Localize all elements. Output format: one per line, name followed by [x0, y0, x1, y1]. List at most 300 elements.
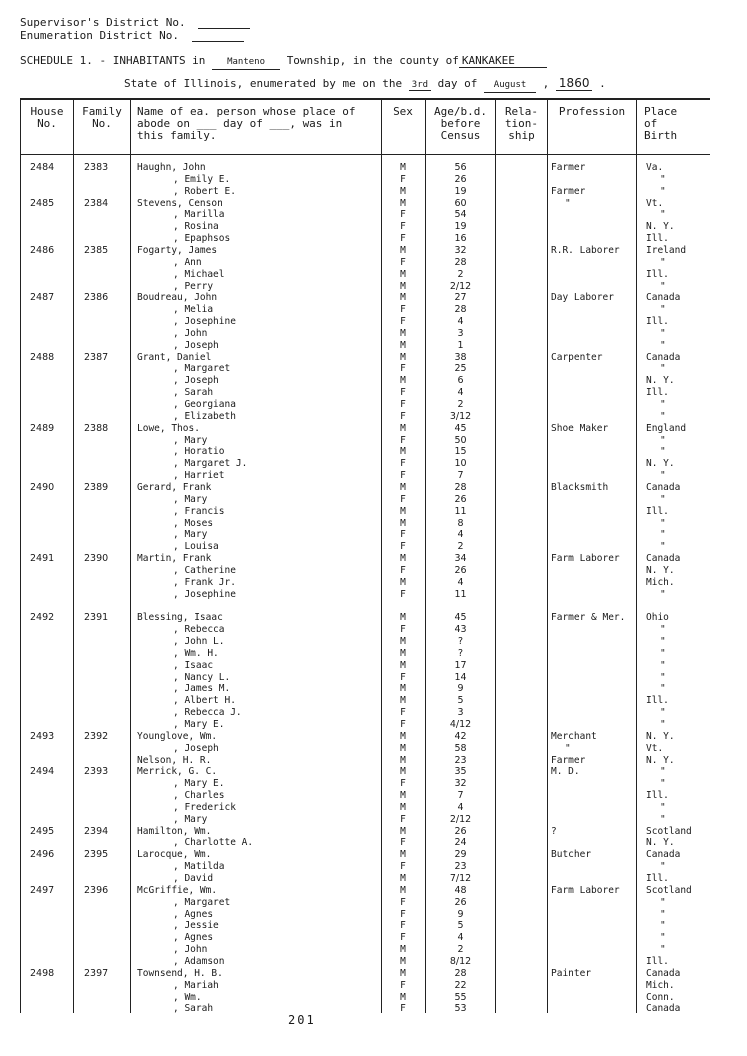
person-sex: M — [400, 280, 406, 292]
house-number: 2495 — [30, 825, 55, 837]
person-birthplace: " — [660, 896, 666, 908]
person-name: , Frederick — [173, 801, 236, 813]
person-age: 2 — [457, 399, 464, 410]
person-sex: M — [400, 884, 406, 896]
person-sex: F — [400, 861, 406, 873]
col-header-relationship: Rela- tion- ship — [504, 105, 539, 142]
person-sex: F — [400, 209, 406, 221]
person-age: 53 — [454, 1003, 467, 1015]
person-name: , David — [173, 873, 214, 884]
person-profession: Farmer — [551, 754, 586, 766]
person-age: 45 — [454, 612, 467, 624]
person-age: 19 — [454, 185, 467, 197]
person-name: McGriffie, Wm. — [137, 884, 218, 896]
person-name: , Marilla — [173, 209, 225, 221]
person-age: 60 — [454, 197, 467, 209]
person-profession: Painter — [551, 967, 592, 979]
person-birthplace: " — [660, 944, 666, 956]
county-name: KANKAKEE — [459, 54, 547, 68]
person-age: 4/12 — [449, 718, 472, 730]
person-name: , Josephine — [173, 588, 236, 600]
person-birthplace: Scotland — [646, 825, 692, 837]
township-name: Manteno — [212, 56, 280, 70]
person-birthplace: Conn. — [646, 991, 675, 1003]
person-sex: F — [400, 624, 406, 636]
person-birthplace: Mich. — [646, 576, 675, 588]
family-number: 2386 — [84, 292, 109, 304]
person-birthplace: " — [660, 932, 666, 944]
person-age: 5 — [457, 695, 464, 707]
person-name: Lowe, Thos. — [137, 422, 200, 434]
family-number: 2384 — [84, 197, 109, 209]
person-sex: F — [400, 363, 406, 375]
person-sex: F — [400, 458, 406, 470]
person-sex: M — [400, 375, 406, 387]
person-name: , John — [173, 944, 208, 956]
person-profession: M. D. — [551, 766, 580, 778]
person-name: , Isaac — [173, 659, 214, 671]
person-birthplace: " — [660, 363, 666, 375]
person-profession: Blacksmith — [551, 481, 609, 493]
person-sex: M — [400, 517, 406, 529]
month-comma: , — [542, 77, 550, 90]
person-name: , Charlotte A. — [173, 837, 254, 849]
person-sex: M — [400, 197, 406, 209]
person-name: Nelson, H. R. — [137, 754, 212, 766]
person-birthplace: N. Y. — [646, 375, 675, 387]
person-name: , John — [173, 327, 208, 339]
person-profession: Day Laborer — [551, 292, 614, 304]
person-age: 42 — [454, 730, 467, 742]
person-sex: M — [400, 162, 406, 173]
person-sex: M — [400, 742, 406, 754]
person-age: 28 — [454, 481, 467, 493]
person-birthplace: England — [646, 422, 687, 434]
person-sex: M — [400, 446, 406, 458]
person-birthplace: Ill. — [646, 505, 669, 517]
person-birthplace: " — [660, 493, 666, 505]
person-name: , Matilda — [173, 861, 225, 873]
person-name: Blessing, Isaac — [137, 612, 223, 624]
person-age: 50 — [454, 434, 467, 446]
person-birthplace: " — [660, 707, 666, 719]
person-sex: M — [400, 553, 406, 565]
person-name: Hamilton, Wm. — [137, 825, 212, 837]
header-rule — [20, 154, 710, 155]
person-sex: M — [400, 292, 406, 304]
person-sex: F — [400, 434, 406, 446]
person-birthplace: Scotland — [646, 884, 692, 896]
person-birthplace: N. Y. — [646, 564, 675, 576]
person-age: 2 — [457, 944, 464, 956]
person-name: , Agnes — [173, 908, 214, 920]
person-sex: F — [400, 837, 406, 849]
family-number: 2385 — [84, 244, 109, 256]
person-birthplace: N. Y. — [646, 837, 675, 849]
person-sex: F — [400, 493, 406, 505]
person-name: , Perry — [173, 280, 214, 292]
person-age: 7 — [457, 790, 464, 802]
supervisor-district-label: Supervisor's District No. — [20, 16, 186, 29]
person-sex: M — [400, 955, 406, 967]
person-name: , Georgiana — [173, 399, 236, 410]
person-name: , Joseph — [173, 742, 219, 754]
person-sex: F — [400, 233, 406, 245]
person-name: , Mary E. — [173, 778, 225, 790]
person-birthplace: Ill. — [646, 268, 669, 280]
person-sex: M — [400, 873, 406, 884]
person-birthplace: Ill. — [646, 873, 669, 884]
person-birthplace: " — [660, 529, 666, 541]
person-sex: M — [400, 659, 406, 671]
supervisor-district-line — [20, 16, 250, 29]
family-number: 2392 — [84, 730, 109, 742]
person-age: 6 — [457, 375, 464, 387]
person-name: Stevens, Censon — [137, 197, 223, 209]
person-name: , Emily E. — [173, 173, 231, 185]
person-age: 26 — [454, 825, 467, 837]
person-name: , Wm. H. — [173, 647, 219, 659]
person-age: 4 — [457, 576, 464, 588]
family-number: 2397 — [84, 967, 109, 979]
person-profession: " — [565, 742, 571, 754]
person-name: , Margaret — [173, 363, 231, 375]
person-sex: F — [400, 470, 406, 482]
person-birthplace: Ill. — [646, 695, 669, 707]
person-age: 22 — [454, 979, 467, 991]
person-name: , Catherine — [173, 564, 236, 576]
person-birthplace: " — [660, 659, 666, 671]
person-sex: M — [400, 505, 406, 517]
person-sex: M — [400, 244, 406, 256]
person-birthplace: Ill. — [646, 955, 669, 967]
person-name: , Agnes — [173, 932, 214, 944]
person-age: 29 — [454, 849, 467, 861]
person-name: Younglove, Wm. — [137, 730, 218, 742]
person-birthplace: N. Y. — [646, 458, 675, 470]
person-profession: Farm Laborer — [551, 884, 620, 896]
person-sex: M — [400, 766, 406, 778]
person-sex: M — [400, 754, 406, 766]
person-name: , Charles — [173, 790, 225, 802]
person-sex: F — [400, 778, 406, 790]
person-age: 4 — [457, 801, 464, 813]
person-birthplace: Canada — [646, 1003, 681, 1015]
house-number: 2485 — [30, 197, 55, 209]
col-divider — [547, 100, 548, 1013]
person-age: 28 — [454, 304, 467, 316]
person-birthplace: " — [660, 683, 666, 695]
person-sex: F — [400, 221, 406, 233]
person-birthplace: " — [660, 185, 666, 197]
person-name: Grant, Daniel — [137, 351, 212, 363]
house-number: 2493 — [30, 730, 55, 742]
person-age: 26 — [454, 173, 467, 185]
person-sex: M — [400, 481, 406, 493]
person-profession: R.R. Laborer — [551, 244, 620, 256]
person-name: , Michael — [173, 268, 225, 280]
person-birthplace: Vt. — [646, 197, 664, 209]
person-birthplace: Ireland — [646, 244, 687, 256]
person-sex: F — [400, 813, 406, 825]
person-name: , Mary — [173, 529, 208, 541]
person-sex: M — [400, 730, 406, 742]
person-sex: F — [400, 564, 406, 576]
person-sex: F — [400, 529, 406, 541]
person-sex: F — [400, 1003, 406, 1015]
person-birthplace: " — [660, 517, 666, 529]
person-age: 19 — [454, 221, 467, 233]
col-header-profession: Profession — [558, 105, 626, 118]
person-profession: Butcher — [551, 849, 592, 861]
person-name: , Sarah — [173, 387, 214, 399]
person-age: 11 — [454, 505, 467, 517]
person-age: 23 — [454, 754, 467, 766]
person-name: , James M. — [173, 683, 231, 695]
person-age: 26 — [454, 493, 467, 505]
person-sex: F — [400, 387, 406, 399]
person-age: 26 — [454, 896, 467, 908]
col-header-age: Age/b.d. before Census — [434, 105, 487, 142]
person-age: 4 — [457, 932, 464, 944]
person-birthplace: " — [660, 671, 666, 683]
person-sex: M — [400, 944, 406, 956]
person-sex: F — [400, 316, 406, 328]
person-age: 34 — [454, 553, 467, 565]
person-sex: F — [400, 256, 406, 268]
person-birthplace: " — [660, 861, 666, 873]
person-sex: F — [400, 304, 406, 316]
house-number: 2486 — [30, 244, 55, 256]
col-divider — [636, 100, 637, 1013]
person-name: , Adamson — [173, 955, 225, 967]
person-name: , Mary — [173, 434, 208, 446]
person-name: Martin, Frank — [137, 553, 212, 565]
person-age: 14 — [454, 671, 467, 683]
person-sex: M — [400, 612, 406, 624]
person-sex: F — [400, 920, 406, 932]
person-age: 9 — [457, 683, 464, 695]
person-name: , Horatio — [173, 446, 225, 458]
person-birthplace: Canada — [646, 292, 681, 304]
house-number: 2488 — [30, 351, 55, 363]
person-sex: M — [400, 327, 406, 339]
enumeration-month: August — [484, 79, 536, 93]
person-name: , Albert H. — [173, 695, 236, 707]
person-birthplace: Ill. — [646, 233, 669, 245]
person-sex: M — [400, 422, 406, 434]
person-name: , Joseph — [173, 375, 219, 387]
person-age: 26 — [454, 564, 467, 576]
person-birthplace: " — [660, 339, 666, 351]
person-birthplace: " — [660, 920, 666, 932]
person-name: Haughn, John — [137, 162, 206, 173]
schedule-line — [20, 54, 547, 70]
person-sex: F — [400, 671, 406, 683]
person-name: , Wm. — [173, 991, 202, 1003]
person-sex: M — [400, 801, 406, 813]
house-number: 2492 — [30, 612, 55, 624]
person-name: , Jessie — [173, 920, 219, 932]
state-prefix: State of Illinois, enumerated by me on the — [124, 77, 403, 90]
person-birthplace: " — [660, 209, 666, 221]
person-birthplace: " — [660, 256, 666, 268]
person-age: 24 — [454, 837, 467, 849]
person-name: , Robert E. — [173, 185, 236, 197]
year-period: . — [599, 77, 606, 90]
person-age: 32 — [454, 778, 467, 790]
person-profession: Farmer & Mer. — [551, 612, 626, 624]
family-number: 2390 — [84, 553, 109, 565]
person-profession: Farmer — [551, 162, 586, 173]
person-birthplace: " — [660, 327, 666, 339]
person-sex: F — [400, 908, 406, 920]
person-sex: F — [400, 399, 406, 410]
person-sex: M — [400, 790, 406, 802]
house-number: 2484 — [30, 162, 55, 173]
day-of-label: day of — [437, 77, 478, 90]
person-birthplace: " — [660, 280, 666, 292]
family-number: 2391 — [84, 612, 109, 624]
person-name: Townsend, H. B. — [137, 967, 223, 979]
person-birthplace: " — [660, 173, 666, 185]
person-age: 2/12 — [449, 813, 472, 825]
person-age: 15 — [454, 446, 467, 458]
person-age: 9 — [457, 908, 464, 920]
person-birthplace: Vt. — [646, 742, 664, 754]
person-sex: F — [400, 718, 406, 730]
person-birthplace: Canada — [646, 481, 681, 493]
person-sex: F — [400, 896, 406, 908]
person-birthplace: " — [660, 410, 666, 422]
person-sex: M — [400, 268, 406, 280]
person-sex: M — [400, 825, 406, 837]
enumeration-district-label: Enumeration District No. — [20, 29, 179, 42]
person-sex: F — [400, 588, 406, 600]
person-sex: M — [400, 636, 406, 647]
person-birthplace: " — [660, 434, 666, 446]
person-birthplace: " — [660, 813, 666, 825]
person-sex: F — [400, 932, 406, 944]
person-age: ? — [457, 636, 464, 647]
col-divider — [495, 100, 496, 1013]
person-name: , Ann — [173, 256, 202, 268]
col-divider — [73, 100, 74, 1013]
person-name: , Mary — [173, 813, 208, 825]
family-number: 2389 — [84, 481, 109, 493]
person-sex: M — [400, 647, 406, 659]
person-sex: M — [400, 991, 406, 1003]
person-sex: M — [400, 351, 406, 363]
person-name: , Mariah — [173, 979, 219, 991]
person-birthplace: " — [660, 624, 666, 636]
person-name: , Epaphsos — [173, 233, 231, 245]
person-age: 43 — [454, 624, 467, 636]
person-profession: " — [565, 197, 571, 209]
person-birthplace: " — [660, 588, 666, 600]
person-birthplace: " — [660, 778, 666, 790]
person-age: 45 — [454, 422, 467, 434]
person-age: 8 — [457, 517, 464, 529]
person-name: , Sarah — [173, 1003, 214, 1015]
person-name: , Margaret J. — [173, 458, 248, 470]
person-age: 28 — [454, 967, 467, 979]
person-name: , Moses — [173, 517, 214, 529]
person-name: , Francis — [173, 505, 225, 517]
col-header-birth: Place of Birth — [644, 105, 678, 142]
person-birthplace: N. Y. — [646, 221, 675, 233]
person-name: , Louisa — [173, 541, 219, 553]
person-birthplace: Canada — [646, 351, 681, 363]
house-number: 2491 — [30, 553, 55, 565]
person-age: 25 — [454, 363, 467, 375]
person-name: , Mary E. — [173, 718, 225, 730]
family-number: 2383 — [84, 162, 109, 173]
house-number: 2494 — [30, 766, 55, 778]
col-header-family: Family No. — [82, 105, 122, 130]
enumeration-year: 1860 — [556, 76, 593, 91]
person-name: Larocque, Wm. — [137, 849, 212, 861]
house-number: 2497 — [30, 884, 55, 896]
person-birthplace: Ohio — [646, 612, 669, 624]
census-table — [20, 98, 710, 1013]
person-profession: Farm Laborer — [551, 553, 620, 565]
person-birthplace: " — [660, 446, 666, 458]
person-age: 1 — [457, 339, 464, 351]
family-number: 2388 — [84, 422, 109, 434]
state-line — [124, 77, 606, 93]
person-name: , Melia — [173, 304, 214, 316]
person-name: , Frank Jr. — [173, 576, 236, 588]
col-header-name: Name of ea. person whose place of abode on ___ day of ___, was in this family. — [137, 105, 356, 142]
person-birthplace: " — [660, 647, 666, 659]
person-age: 10 — [454, 458, 467, 470]
person-birthplace: Ill. — [646, 387, 669, 399]
person-sex: F — [400, 979, 406, 991]
person-age: 4 — [457, 387, 464, 399]
person-age: 3 — [457, 707, 464, 719]
person-age: 5 — [457, 920, 464, 932]
person-age: 54 — [454, 209, 467, 221]
person-sex: M — [400, 185, 406, 197]
person-sex: M — [400, 683, 406, 695]
person-birthplace: Canada — [646, 967, 681, 979]
person-birthplace: " — [660, 718, 666, 730]
person-age: 2/12 — [449, 280, 472, 292]
person-birthplace: " — [660, 636, 666, 647]
person-age: 7 — [457, 470, 464, 482]
person-birthplace: " — [660, 541, 666, 553]
person-name: , Rosina — [173, 221, 219, 233]
person-age: 58 — [454, 742, 467, 754]
person-name: , Mary — [173, 493, 208, 505]
person-sex: M — [400, 339, 406, 351]
family-number: 2394 — [84, 825, 109, 837]
person-birthplace: " — [660, 801, 666, 813]
family-number: 2395 — [84, 849, 109, 861]
person-age: 17 — [454, 659, 467, 671]
person-age: 7/12 — [449, 873, 472, 884]
person-birthplace: " — [660, 766, 666, 778]
house-number: 2496 — [30, 849, 55, 861]
house-number: 2498 — [30, 967, 55, 979]
township-suffix: Township, in the county of — [286, 54, 459, 67]
person-birthplace: Mich. — [646, 979, 675, 991]
enumeration-day: 3rd — [409, 80, 431, 91]
person-age: 2 — [457, 541, 464, 553]
person-sex: M — [400, 576, 406, 588]
person-birthplace: " — [660, 399, 666, 410]
